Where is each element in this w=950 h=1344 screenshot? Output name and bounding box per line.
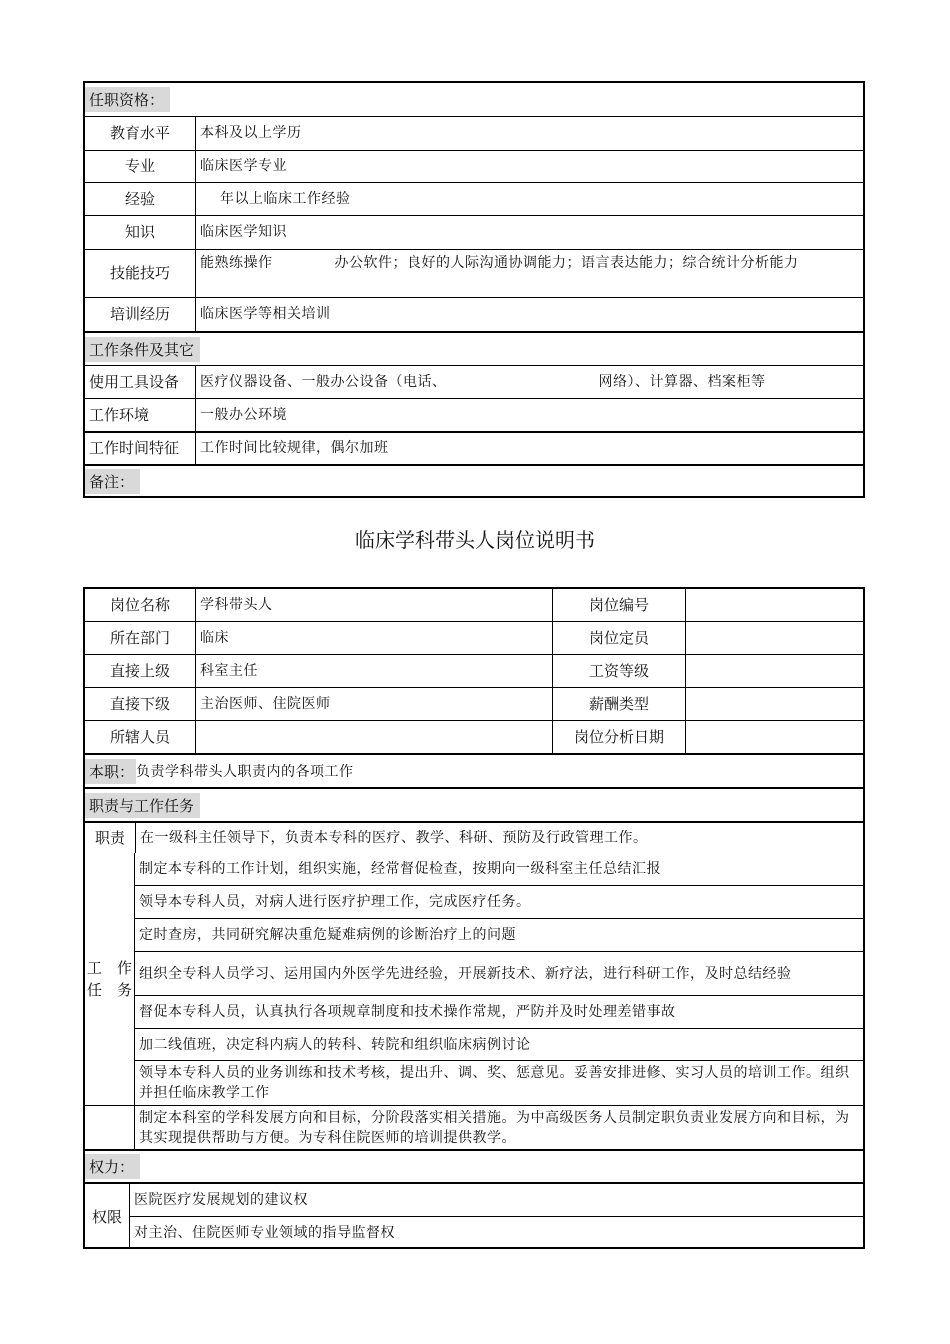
cond-row bbox=[85, 365, 863, 398]
qual-value: 本科及以上学历 bbox=[195, 117, 863, 150]
remark-row bbox=[85, 464, 863, 496]
tasks-header-row bbox=[85, 787, 863, 821]
qual-row bbox=[85, 182, 863, 215]
qual-label: 知识 bbox=[124, 223, 155, 241]
power-item: 医院医疗发展规划的建议权 bbox=[134, 1192, 308, 1208]
qual-value: 临床医学知识 bbox=[195, 216, 863, 249]
qual-header-row bbox=[85, 83, 863, 116]
task-item: 领导本专科人员，对病人进行医疗护理工作，完成医疗任务。 bbox=[135, 885, 863, 918]
info-row bbox=[85, 654, 863, 687]
qual-row bbox=[85, 249, 863, 297]
qual-label: 技能技巧 bbox=[109, 264, 170, 282]
qual-label: 专业 bbox=[124, 157, 155, 175]
position-table bbox=[83, 587, 865, 1249]
info-label: 直接上级 bbox=[109, 661, 170, 680]
info-value: 主治医师、住院医师 bbox=[195, 688, 552, 720]
cond-header: 工作条件及其它 bbox=[85, 337, 200, 362]
cond-label: 使用工具设备 bbox=[89, 372, 180, 391]
info-label: 岗位编号 bbox=[552, 589, 685, 621]
responsibility-row bbox=[85, 821, 863, 853]
duty-main-label: 本职： bbox=[85, 759, 136, 784]
cond-value bbox=[195, 366, 863, 398]
power-header: 权力： bbox=[85, 1154, 140, 1179]
power-item: 对主治、住院医师专业领域的指导监督权 bbox=[130, 1216, 863, 1249]
tasks-label: 工 作 任 务 bbox=[85, 853, 135, 1105]
responsibility-value: 在一级科主任领导下，负责本专科的医疗、教学、科研、预防及行政管理工作。 bbox=[135, 823, 863, 853]
qual-row bbox=[85, 116, 863, 150]
qual-row bbox=[85, 215, 863, 249]
info-label: 岗位分析日期 bbox=[552, 721, 685, 753]
duty-main-row bbox=[85, 753, 863, 787]
task-item: 领导本专科人员的业务训练和技术考核，提出升、调、奖、惩意见。妥善安排进修、实习人员的培训工作。组织并担任临床教学工作 bbox=[135, 1060, 863, 1105]
info-value bbox=[685, 589, 863, 621]
info-value: 学科带头人 bbox=[195, 589, 552, 621]
cond-row bbox=[85, 398, 863, 431]
info-row bbox=[85, 720, 863, 753]
info-value bbox=[195, 721, 552, 753]
info-label: 所辖人员 bbox=[109, 727, 170, 746]
info-value: 科室主任 bbox=[195, 655, 552, 687]
info-value bbox=[685, 688, 863, 720]
tasks-header: 职责与工作任务 bbox=[85, 793, 200, 818]
info-value bbox=[685, 622, 863, 654]
info-value bbox=[685, 721, 863, 753]
qual-label: 经验 bbox=[124, 189, 155, 208]
cond-header-row bbox=[85, 331, 863, 365]
qual-value: 年以上临床工作经验 bbox=[195, 183, 863, 215]
task-item: 组织全专科人员学习、运用国内外医学先进经验，开展新技术、新疗法，进行科研工作，及时总结经验 bbox=[135, 951, 863, 995]
info-value: 临床 bbox=[195, 622, 552, 654]
qual-value bbox=[195, 250, 863, 297]
power-header-row bbox=[85, 1149, 863, 1182]
info-label: 直接下级 bbox=[109, 694, 170, 713]
info-label: 所在部门 bbox=[109, 628, 170, 647]
qual-row bbox=[85, 150, 863, 182]
task-item: 制定本科室的学科发展方向和目标，分阶段落实相关措施。为中高级医务人员制定职负责业发展方向和目标，为其实现提供帮助与方便。为专科住院医师的培训提供教学。 bbox=[135, 1105, 863, 1149]
cond-value: 一般办公环境 bbox=[195, 399, 863, 431]
cond-value: 工作时间比较规律，偶尔加班 bbox=[195, 433, 863, 464]
qual-header: 任职资格： bbox=[85, 87, 170, 112]
task-item: 加二线值班，决定科内病人的转科、转院和组织临床病例讨论 bbox=[135, 1028, 863, 1060]
info-label: 薪酬类型 bbox=[552, 688, 685, 720]
skill-text-a: 能熟练操作 bbox=[200, 255, 273, 271]
power-block bbox=[85, 1182, 863, 1247]
cond-label: 工作时间特征 bbox=[89, 439, 180, 457]
info-label: 工资等级 bbox=[552, 655, 685, 687]
task-item: 制定本专科的工作计划，组织实施，经常督促检查，按期向一级科室主任总结汇报 bbox=[139, 861, 661, 877]
info-row bbox=[85, 589, 863, 621]
info-row bbox=[85, 687, 863, 720]
info-row bbox=[85, 621, 863, 654]
duty-main-value: 负责学科带头人职责内的各项工作 bbox=[136, 764, 354, 780]
qual-label: 教育水平 bbox=[109, 124, 170, 142]
responsibility-label: 职责 bbox=[94, 828, 125, 847]
tools-text-b: 网络）、计算器、档案柜等 bbox=[598, 373, 766, 390]
tasks-label-empty bbox=[85, 1105, 135, 1149]
cond-label: 工作环境 bbox=[89, 405, 150, 424]
remark-header: 备注： bbox=[85, 469, 140, 494]
cond-row bbox=[85, 431, 863, 464]
qual-row bbox=[85, 297, 863, 331]
power-label: 权限 bbox=[85, 1184, 130, 1249]
info-label: 岗位定员 bbox=[552, 622, 685, 654]
tools-text-a: 医疗仪器设备、一般办公设备（电话、 bbox=[200, 373, 447, 390]
task-item: 定时查房，共同研究解决重危疑难病例的诊断治疗上的问题 bbox=[135, 918, 863, 951]
qual-value: 临床医学专业 bbox=[195, 151, 863, 182]
qual-label: 培训经历 bbox=[109, 305, 170, 323]
skill-text-b: 办公软件；良好的人际沟通协调能力；语言表达能力；综合统计分析能力 bbox=[334, 255, 799, 271]
info-label: 岗位名称 bbox=[109, 595, 170, 614]
tasks-block bbox=[85, 853, 863, 1149]
qual-value: 临床医学等相关培训 bbox=[195, 298, 863, 331]
info-value bbox=[685, 655, 863, 687]
task-item: 督促本专科人员，认真执行各项规章制度和技术操作常规，严防并及时处理差错事故 bbox=[135, 995, 863, 1028]
document-title: 临床学科带头人岗位说明书 bbox=[355, 528, 595, 552]
qualification-table bbox=[83, 81, 865, 498]
